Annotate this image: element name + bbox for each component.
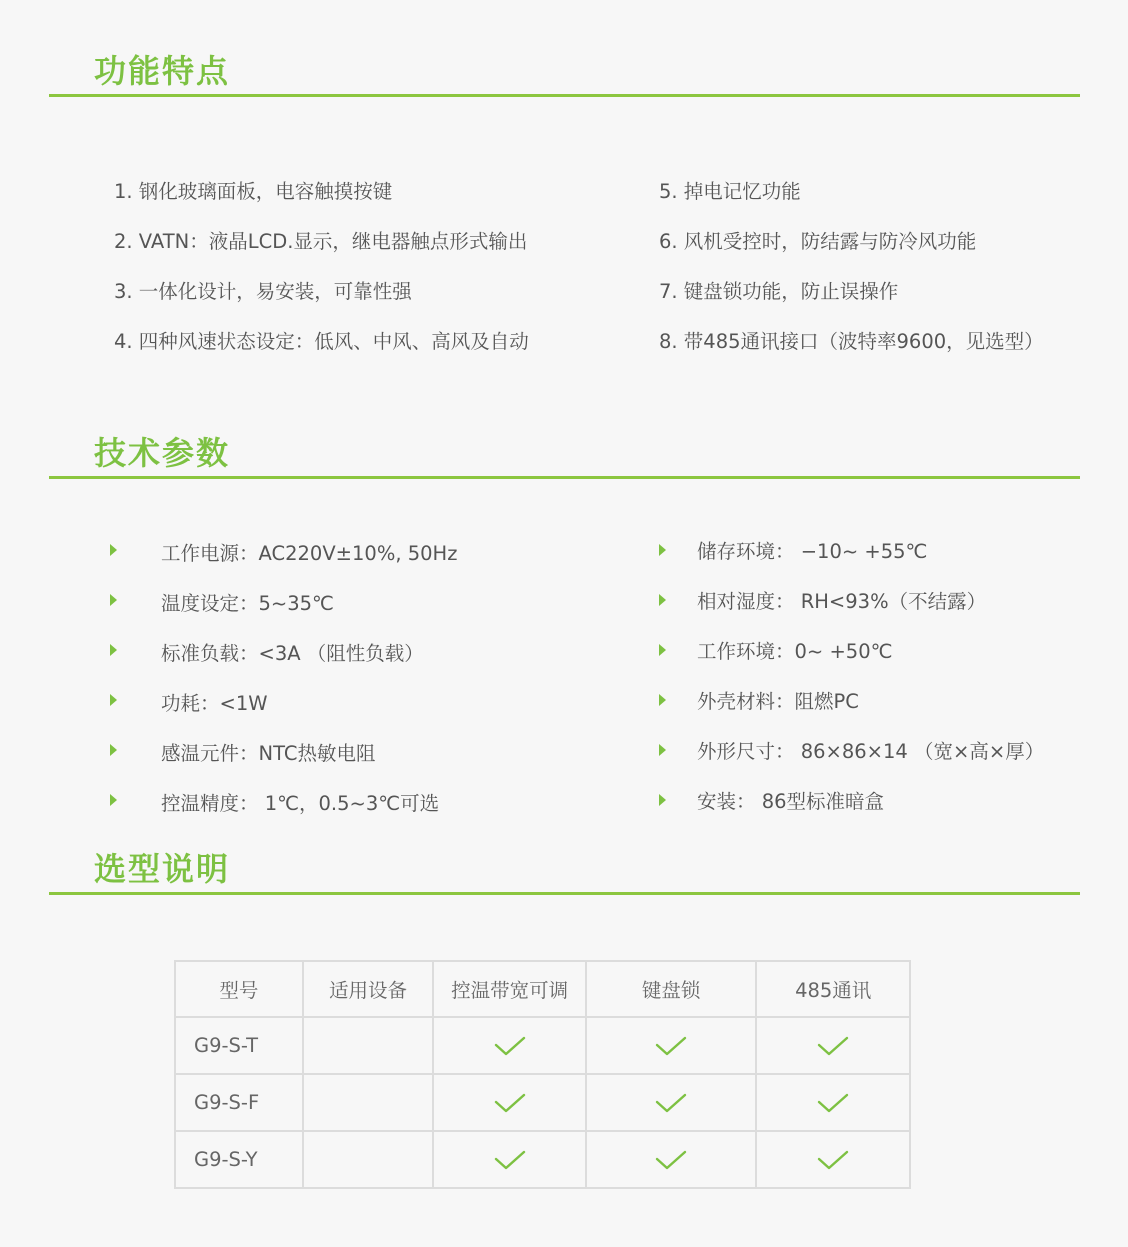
feature-item: 4. 四种风速状态设定：低风、中风、高风及自动 [114, 330, 529, 353]
bullet-arrow-icon [659, 594, 666, 606]
checkmark-icon [494, 1091, 526, 1114]
feature-item: 5. 掉电记忆功能 [659, 180, 801, 203]
device-cell [303, 1131, 434, 1188]
table-header-row [175, 961, 910, 1017]
bullet-arrow-icon [659, 694, 666, 706]
table-row [175, 1131, 910, 1188]
spec-item: 外形尺寸： 86×86×14 （宽×高×厚） [697, 740, 1045, 763]
specs-title: 技术参数 [94, 434, 231, 472]
bandwidth-cell [433, 1131, 586, 1188]
feature-item: 6. 风机受控时，防结露与防冷风功能 [659, 230, 977, 253]
spec-item: 控温精度： 1℃，0.5~3℃可选 [161, 792, 440, 815]
bullet-arrow-icon [659, 794, 666, 806]
bullet-arrow-icon [110, 594, 117, 606]
bullet-arrow-icon [110, 694, 117, 706]
keylock-cell [586, 1074, 757, 1131]
column-header: 控温带宽可调 [433, 961, 586, 1017]
model-cell: G9-S-F [175, 1074, 303, 1131]
rs485-cell [756, 1074, 910, 1131]
specs-divider [49, 476, 1080, 479]
model-selection-table [174, 960, 911, 1189]
spec-item: 标准负载：<3A （阻性负载） [161, 642, 424, 665]
table-row [175, 1074, 910, 1131]
column-header: 型号 [175, 961, 303, 1017]
spec-item: 功耗：<1W [161, 692, 268, 715]
bullet-arrow-icon [110, 544, 117, 556]
feature-item: 8. 带485通讯接口（波特率9600，见选型） [659, 330, 1044, 353]
checkmark-icon [655, 1148, 687, 1171]
bandwidth-cell [433, 1017, 586, 1074]
bullet-arrow-icon [659, 744, 666, 756]
column-header: 键盘锁 [586, 961, 757, 1017]
bullet-arrow-icon [110, 644, 117, 656]
keylock-cell [586, 1131, 757, 1188]
bullet-arrow-icon [659, 544, 666, 556]
checkmark-icon [655, 1091, 687, 1114]
bullet-arrow-icon [110, 744, 117, 756]
keylock-cell [586, 1017, 757, 1074]
checkmark-icon [817, 1034, 849, 1057]
bandwidth-cell [433, 1074, 586, 1131]
spec-item: 温度设定：5~35℃ [161, 592, 334, 615]
spec-item: 工作电源：AC220V±10%, 50Hz [161, 542, 458, 565]
features-title: 功能特点 [94, 52, 231, 90]
model-cell: G9-S-Y [175, 1131, 303, 1188]
rs485-cell [756, 1131, 910, 1188]
checkmark-icon [494, 1034, 526, 1057]
table-row [175, 1017, 910, 1074]
device-cell [303, 1017, 434, 1074]
spec-item: 外壳材料：阻燃PC [697, 690, 859, 713]
spec-item: 感温元件：NTC热敏电阻 [161, 742, 376, 765]
checkmark-icon [655, 1034, 687, 1057]
model-cell: G9-S-T [175, 1017, 303, 1074]
column-header: 适用设备 [303, 961, 434, 1017]
selection-divider [49, 892, 1080, 895]
selection-title: 选型说明 [94, 850, 231, 888]
spec-item: 工作环境：0~ +50℃ [697, 640, 893, 663]
checkmark-icon [817, 1091, 849, 1114]
features-divider [49, 94, 1080, 97]
spec-item: 安装： 86型标准暗盒 [697, 790, 885, 813]
bullet-arrow-icon [659, 644, 666, 656]
checkmark-icon [494, 1148, 526, 1171]
column-header: 485通讯 [756, 961, 910, 1017]
spec-item: 相对湿度： RH<93%（不结露） [697, 590, 987, 613]
bullet-arrow-icon [110, 794, 117, 806]
spec-item: 储存环境： −10~ +55℃ [697, 540, 928, 563]
device-cell [303, 1074, 434, 1131]
feature-item: 7. 键盘锁功能，防止误操作 [659, 280, 899, 303]
checkmark-icon [817, 1148, 849, 1171]
feature-item: 3. 一体化设计，易安装，可靠性强 [114, 280, 412, 303]
rs485-cell [756, 1017, 910, 1074]
feature-item: 2. VATN：液晶LCD.显示，继电器触点形式输出 [114, 230, 528, 253]
feature-item: 1. 钢化玻璃面板，电容触摸按键 [114, 180, 393, 203]
